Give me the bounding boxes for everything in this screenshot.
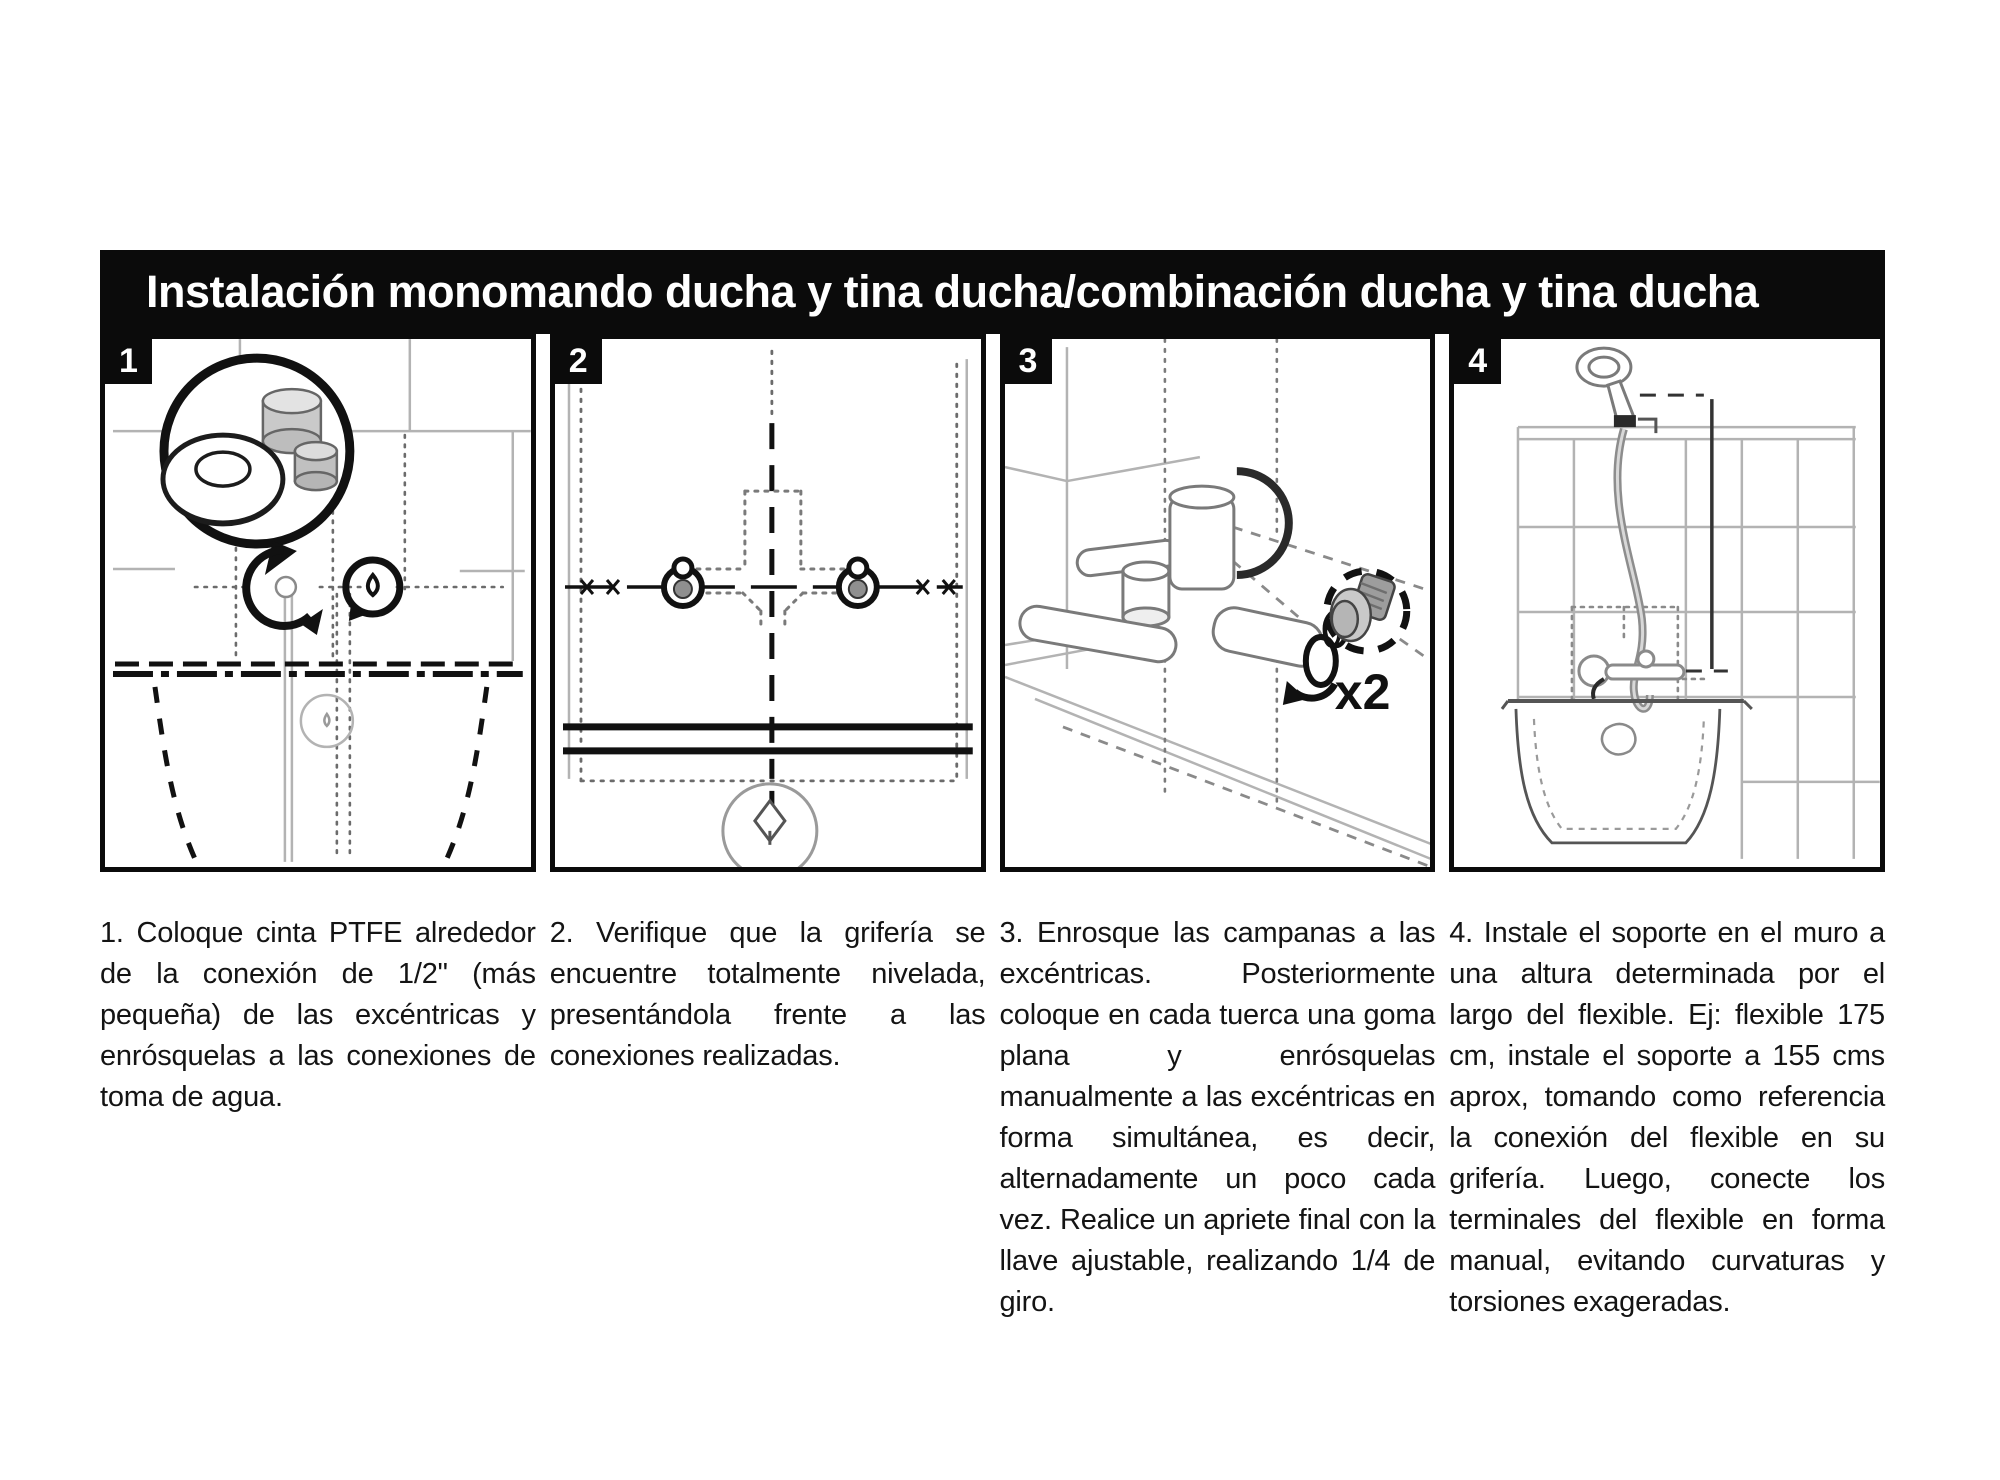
shower-head-icon — [1577, 348, 1656, 433]
step-number-badge: 2 — [555, 339, 602, 384]
caption-step-3: 3. Enrosque las campanas a las excéntricas. Posteriormente coloque en cada tuerca una goma plana y enrósquelas manualmente a las excéntricas en forma simultánea, es decir, alternadamente un poco cada vez. Realice un apriete final con la llave ajustable, realizando 1/4 de giro. — [999, 917, 1436, 1318]
caption-step-4: 4. Instale el soporte en el muro a una altura determinada por el largo del flexible. Ej: flexible 175 cm, instale el soporte a 155 cms aprox, tomando como referencia la conexión del flexible en su grifería. Luego, conecte los terminales del flexible en forma manual, evitando curvaturas y torsiones exageradas. — [1449, 917, 1885, 1318]
sheet-title: Instalación monomando ducha y tina ducha/combinación ducha y tina ducha — [146, 266, 1759, 317]
illustration-panels — [100, 334, 1885, 872]
caption-step-2: 2. Verifique que la grifería se encuentre totalmente nivelada, presentándola frente a las conexiones realizadas. — [549, 917, 986, 1072]
step-number-badge: 1 — [105, 339, 152, 384]
panel-step-3 — [1000, 334, 1436, 872]
shower-support-illustration — [1454, 339, 1880, 867]
rotate-arrow-left-icon — [246, 550, 323, 635]
rotate-arrow-right-icon — [346, 560, 400, 621]
step-number-badge: 4 — [1454, 339, 1501, 384]
screw-bells-illustration — [1005, 339, 1431, 867]
eccentric-nut-icon — [839, 559, 877, 606]
eccentric-nut-icon — [664, 559, 702, 606]
levelling-illustration — [555, 339, 981, 867]
eccentric-shaded-icon — [1330, 573, 1395, 641]
instruction-sheet — [100, 250, 1885, 1352]
ptfe-tape-roll-icon — [163, 435, 283, 525]
caption-step-1: 1. Coloque cinta PTFE alrededor de la conexión de 1/2" (más pequeña) de las excéntricas y enrósquelas a las conexiones de toma de agua. — [100, 917, 536, 1113]
panel-step-2 — [550, 334, 986, 872]
x2-annotation: x2 — [1334, 663, 1390, 720]
panel-step-1 — [100, 334, 536, 872]
panel-step-4 — [1449, 334, 1885, 872]
bathtub-icon — [1502, 701, 1752, 843]
title-bar — [100, 250, 1885, 334]
overflow-icon — [301, 695, 353, 747]
step-number-badge: 3 — [1005, 339, 1052, 384]
caption-columns — [100, 884, 1885, 1352]
escutcheon-icon — [1236, 471, 1288, 575]
height-measure-icon — [1640, 395, 1728, 671]
faucet-body-icon — [1017, 486, 1326, 670]
ptfe-tape-illustration — [105, 339, 531, 867]
